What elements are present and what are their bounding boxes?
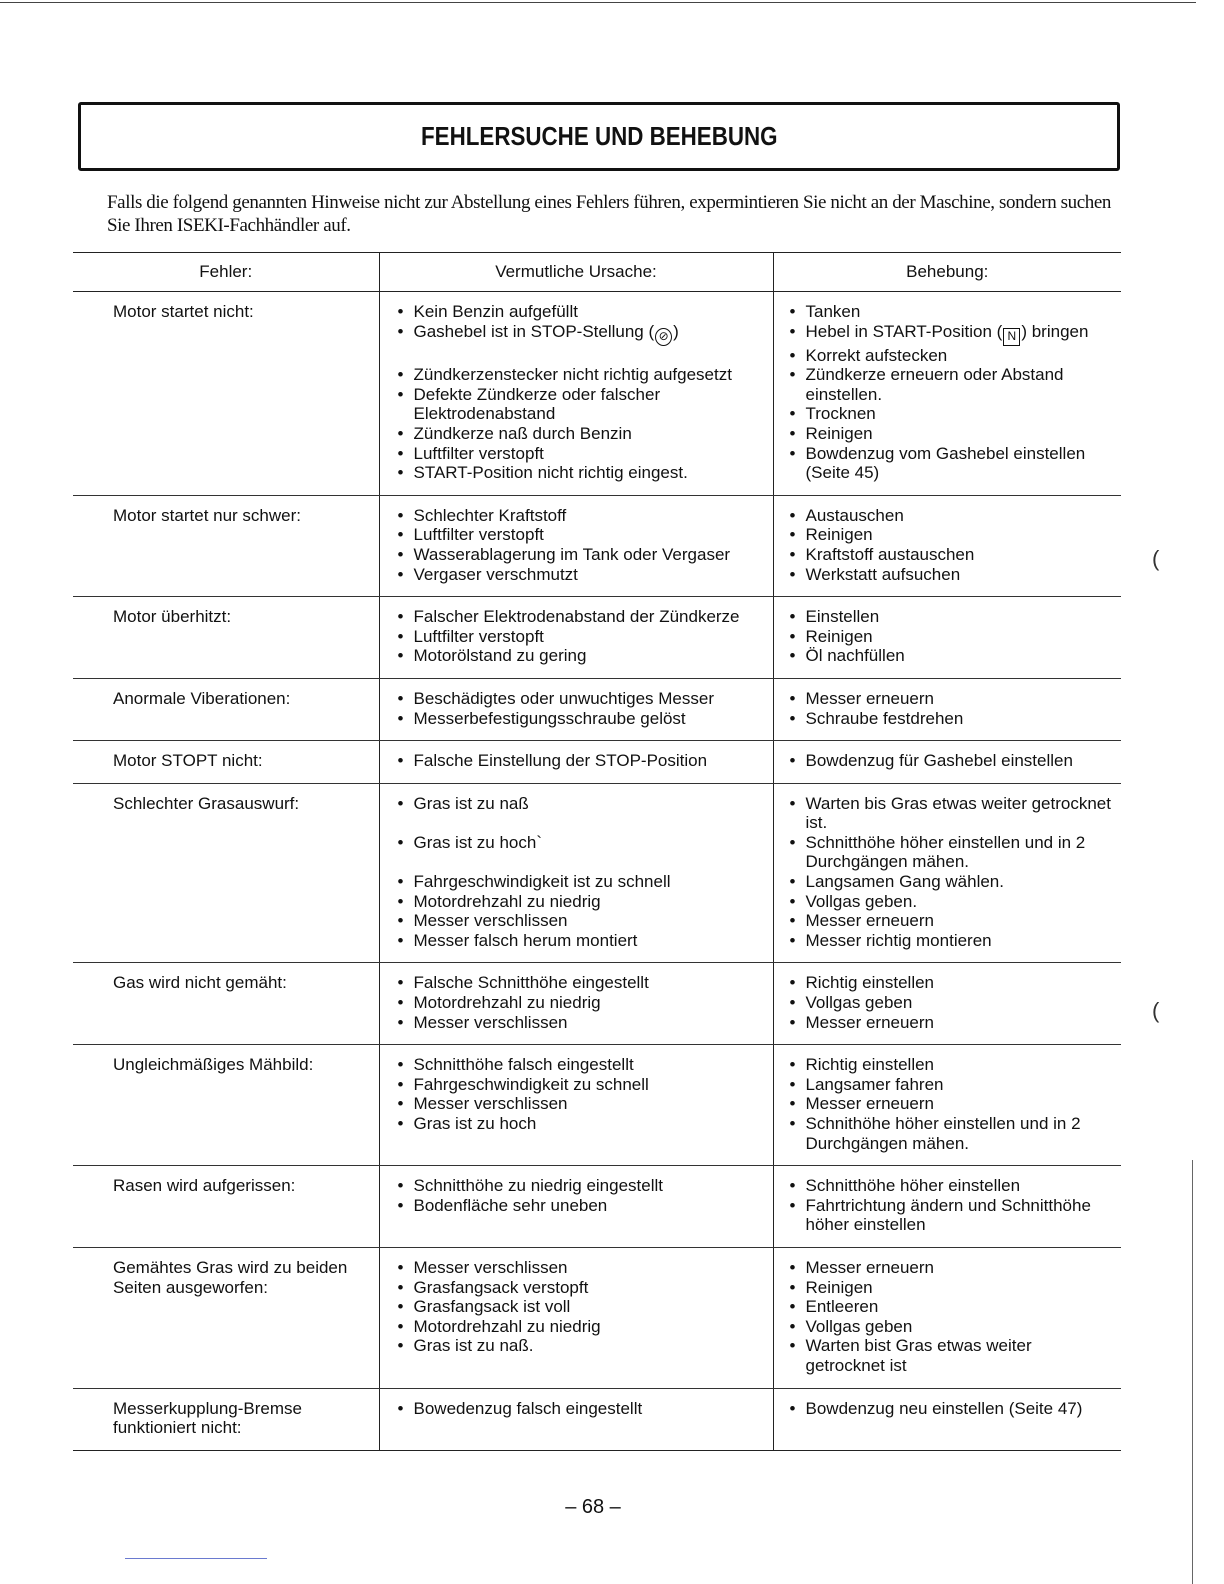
list-item: • Langsamen Gang wählen. <box>788 872 1114 892</box>
list-item: • Bowdenzug neu einstellen (Seite 47) <box>788 1399 1114 1419</box>
fault-cell: Ungleichmäßiges Mähbild: <box>73 1045 379 1166</box>
fix-cell <box>773 783 1121 963</box>
bottom-edge-rule <box>125 1558 267 1559</box>
fix-cell <box>773 1388 1121 1450</box>
list-item: • Motordrehzahl zu niedrig <box>396 993 765 1013</box>
table-row <box>73 783 1121 963</box>
list-item: • Schnitthöhe falsch eingestellt <box>396 1055 765 1075</box>
table-row <box>73 1388 1121 1450</box>
fix-cell <box>773 597 1121 679</box>
list-item: • Gras ist zu naß. <box>396 1336 765 1356</box>
list-item: • START-Position nicht richtig eingest. <box>396 463 765 483</box>
list-item-text: Gashebel ist in STOP-Stellung ( <box>413 321 655 341</box>
list-item: • Fahrgeschwindigkeit zu schnell <box>396 1075 765 1095</box>
fault-cell: Motor startet nicht: <box>73 292 379 496</box>
list-item: • Grasfangsack verstopft <box>396 1278 765 1298</box>
list-item: • Schnitthöhe zu niedrig eingestellt <box>396 1176 765 1196</box>
list-item: • Korrekt aufstecken <box>788 346 1114 366</box>
list-item: • Beschädigtes oder unwuchtiges Messer <box>396 689 765 709</box>
list-item: • Falsche Schnitthöhe eingestellt <box>396 973 765 993</box>
list-item: • Vollgas geben <box>788 993 1114 1013</box>
list-item: • Schraube festdrehen <box>788 709 1114 729</box>
list-item: • Falscher Elektrodenabstand der Zündkerze <box>396 607 765 627</box>
table-row <box>73 1166 1121 1248</box>
list-item: • Vergaser verschmutzt <box>396 565 765 585</box>
table-row <box>73 597 1121 679</box>
list-item: • Warten bis Gras etwas weiter getrocknet ist. <box>788 794 1114 833</box>
list-item: • Messer verschlissen <box>396 911 765 931</box>
list-item: • Wasserablagerung im Tank oder Vergaser <box>396 545 765 565</box>
list-item: • Gras ist zu naß <box>396 794 765 814</box>
list-item-text: ) <box>673 321 679 341</box>
list-item: • Reinigen <box>788 1278 1114 1298</box>
cause-cell <box>379 495 773 596</box>
cause-cell <box>379 1247 773 1388</box>
cause-cell <box>379 597 773 679</box>
list-item: • Entleeren <box>788 1297 1114 1317</box>
list-item: • Tanken <box>788 302 1114 322</box>
cause-cell <box>379 1388 773 1450</box>
list-item: • Fahrgeschwindigkeit ist zu schnell <box>396 872 765 892</box>
list-item: • Kraftstoff austauschen <box>788 545 1114 565</box>
fault-cell: Motor startet nur schwer: <box>73 495 379 596</box>
list-item: • Werkstatt aufsuchen <box>788 565 1114 585</box>
margin-bracket-mark: ( <box>1152 998 1160 1023</box>
list-item: • Vollgas geben. <box>788 892 1114 912</box>
table-row <box>73 678 1121 740</box>
list-item: • Messer erneuern <box>788 1013 1114 1033</box>
list-item: • Zündkerze erneuern oder Abstand einstellen. <box>788 365 1114 404</box>
fix-cell <box>773 678 1121 740</box>
list-item: • Bodenfläche sehr uneben <box>396 1196 765 1216</box>
table-row <box>73 292 1121 496</box>
fix-cell <box>773 495 1121 596</box>
table-row <box>73 1247 1121 1388</box>
list-item: • Messer verschlissen <box>396 1013 765 1033</box>
cause-cell <box>379 1045 773 1166</box>
fault-cell: Anormale Viberationen: <box>73 678 379 740</box>
list-item: • Schnithöhe höher einstellen und in 2 Durchgängen mähen. <box>788 1114 1114 1153</box>
list-item: • Messer verschlissen <box>396 1094 765 1114</box>
list-item: • Motordrehzahl zu niedrig <box>396 892 765 912</box>
list-item: • Grasfangsack ist voll <box>396 1297 765 1317</box>
list-item: • Austauschen <box>788 506 1114 526</box>
list-item: • Bowedenzug falsch eingestellt <box>396 1399 765 1419</box>
cause-cell <box>379 741 773 784</box>
fix-cell <box>773 292 1121 496</box>
cause-cell <box>379 783 773 963</box>
table-row <box>73 1045 1121 1166</box>
list-item: • Langsamer fahren <box>788 1075 1114 1095</box>
troubleshooting-table <box>73 252 1121 1451</box>
intro-paragraph: Falls die folgend genannten Hinweise nicht zur Abstellung eines Fehlers führen, expermintieren Sie nicht an der Maschine, sondern suchen Sie Ihren ISEKI-Fachhändler auf. <box>107 192 1112 236</box>
list-item: • Zündkerze naß durch Benzin <box>396 424 765 444</box>
list-item: • Richtig einstellen <box>788 1055 1114 1075</box>
fault-cell: Motor STOPT nicht: <box>73 741 379 784</box>
list-item: • Luftfilter verstopft <box>396 444 765 464</box>
top-rule <box>0 2 1196 3</box>
list-item: • Messer richtig montieren <box>788 931 1114 951</box>
list-item: • Kein Benzin aufgefüllt <box>396 302 765 322</box>
list-item: • Schnitthöhe höher einstellen und in 2 Durchgängen mähen. <box>788 833 1114 872</box>
list-item <box>788 322 1114 346</box>
fix-cell <box>773 741 1121 784</box>
fix-cell <box>773 1247 1121 1388</box>
right-edge-rule <box>1192 1160 1193 1584</box>
cause-cell <box>379 1166 773 1248</box>
list-item: • Messer verschlissen <box>396 1258 765 1278</box>
list-item: • Gras ist zu hoch <box>396 1114 765 1134</box>
list-item: • Bowdenzug vom Gashebel einstellen (Seite 45) <box>788 444 1114 483</box>
list-item: • Luftfilter verstopft <box>396 627 765 647</box>
header-cause: Vermutliche Ursache: <box>379 253 773 292</box>
list-item: • Falsche Einstellung der STOP-Position <box>396 751 765 771</box>
fix-cell <box>773 1045 1121 1166</box>
table-row <box>73 495 1121 596</box>
cause-cell <box>379 678 773 740</box>
list-item: • Motordrehzahl zu niedrig <box>396 1317 765 1337</box>
list-item: • Messer erneuern <box>788 1094 1114 1114</box>
table-row <box>73 741 1121 784</box>
list-item: • Bowdenzug für Gashebel einstellen <box>788 751 1114 771</box>
list-item-text: ) bringen <box>1021 321 1089 341</box>
fault-cell: Rasen wird aufgerissen: <box>73 1166 379 1248</box>
fault-cell: Schlechter Grasauswurf: <box>73 783 379 963</box>
fault-cell: Gemähtes Gras wird zu beiden Seiten ausgeworfen: <box>73 1247 379 1388</box>
fault-cell: Motor überhitzt: <box>73 597 379 679</box>
list-item: • Schnitthöhe höher einstellen <box>788 1176 1114 1196</box>
list-item: • Messer erneuern <box>788 1258 1114 1278</box>
list-item: • Schlechter Kraftstoff <box>396 506 765 526</box>
table-row <box>73 963 1121 1045</box>
header-fault: Fehler: <box>73 253 379 292</box>
list-item: • Vollgas geben <box>788 1317 1114 1337</box>
list-item: • Motorölstand zu gering <box>396 646 765 666</box>
list-item: • Richtig einstellen <box>788 973 1114 993</box>
list-item: • Trocknen <box>788 404 1114 424</box>
fix-cell <box>773 963 1121 1045</box>
cause-cell <box>379 292 773 496</box>
fix-cell <box>773 1166 1121 1248</box>
list-item: • Zündkerzenstecker nicht richtig aufgesetzt <box>396 365 765 385</box>
page-title: FEHLERSUCHE UND BEHEBUNG <box>420 121 778 151</box>
list-item <box>396 322 765 346</box>
list-item: • Messer falsch herum montiert <box>396 931 765 951</box>
list-item: • Warten bist Gras etwas weiter getrocknet ist <box>788 1336 1114 1375</box>
list-item: • Messerbefestigungsschraube gelöst <box>396 709 765 729</box>
list-item: • Gras ist zu hoch` <box>396 833 765 853</box>
list-item: • Reinigen <box>788 627 1114 647</box>
start-symbol-icon: N <box>1003 328 1020 346</box>
title-box <box>78 102 1120 171</box>
margin-bracket-mark: ( <box>1152 546 1160 571</box>
list-item: • Messer erneuern <box>788 689 1114 709</box>
page-number: – 68 – <box>565 1496 621 1518</box>
stop-symbol-icon: ⊘ <box>655 328 672 346</box>
list-item-text: Hebel in START-Position ( <box>805 321 1003 341</box>
list-item: • Fahrtrichtung ändern und Schnitthöhe höher einstellen <box>788 1196 1114 1235</box>
table-header-row <box>73 253 1121 292</box>
list-item: • Öl nachfüllen <box>788 646 1114 666</box>
list-item: • Defekte Zündkerze oder falscher Elektrodenabstand <box>396 385 765 424</box>
list-item: • Reinigen <box>788 424 1114 444</box>
list-item: • Reinigen <box>788 525 1114 545</box>
fault-cell: Gas wird nicht gemäht: <box>73 963 379 1045</box>
list-item: • Messer erneuern <box>788 911 1114 931</box>
cause-cell <box>379 963 773 1045</box>
list-item: • Luftfilter verstopft <box>396 525 765 545</box>
list-item: • Einstellen <box>788 607 1114 627</box>
header-fix: Behebung: <box>773 253 1121 292</box>
fault-cell: Messerkupplung-Bremse funktioniert nicht: <box>73 1388 379 1450</box>
